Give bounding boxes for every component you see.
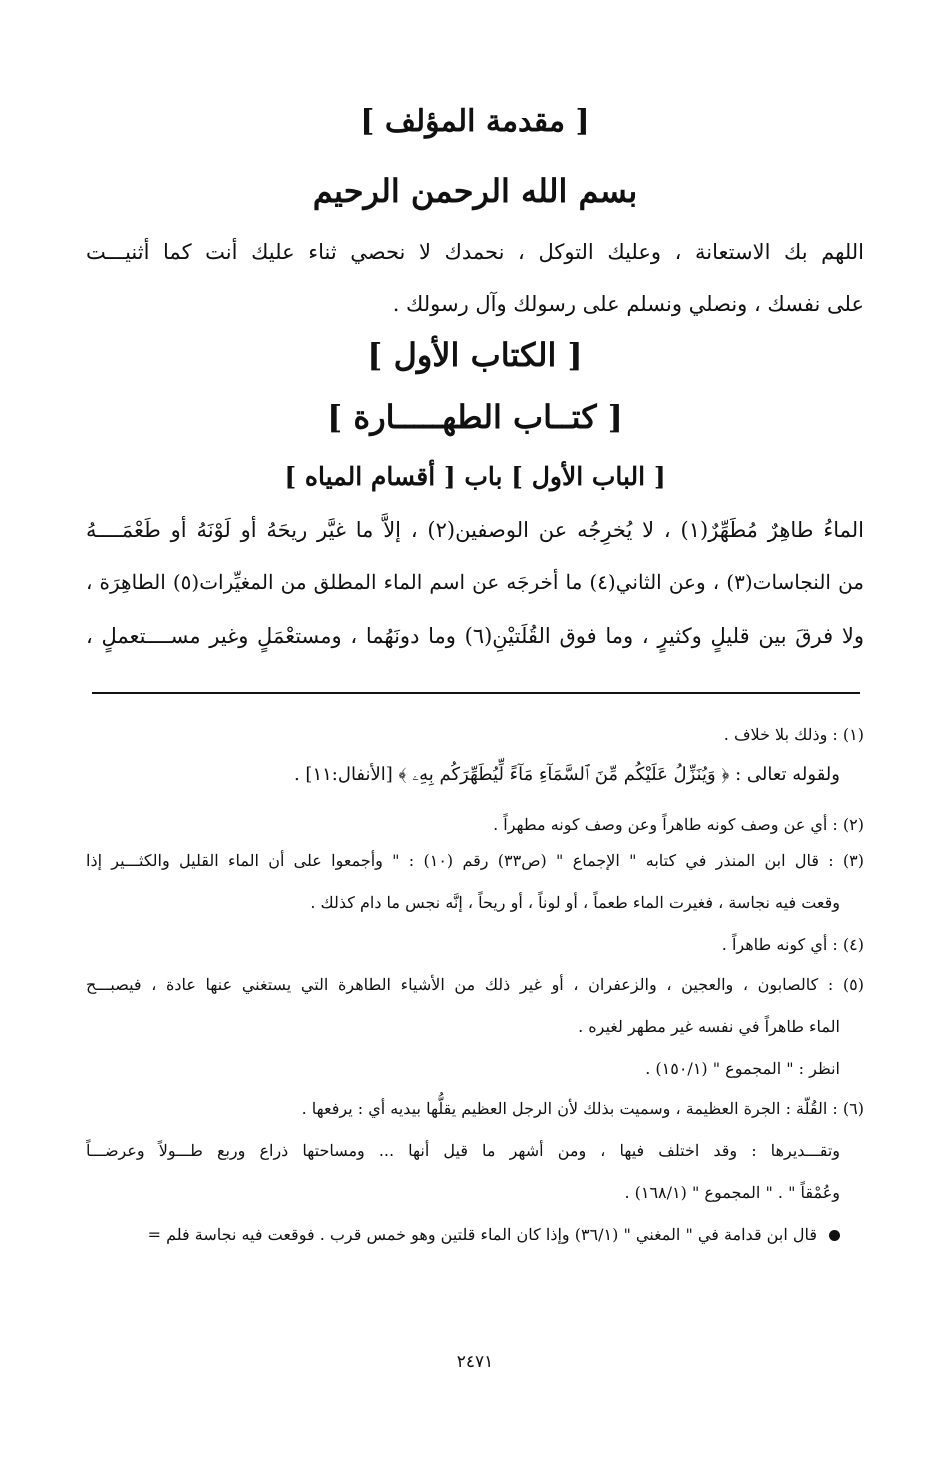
intro-line-1: اللهم بك الاستعانة ، وعليك التوكل ، نحمدك لا نحصي ثناء عليك أنت كما أثنيـــت bbox=[86, 240, 864, 264]
footnote-6: (٦) : القُلّة : الجرة العظيمة ، وسميت بذلك لأن الرجل العظيم يقلُّها بيديه أي : يرفعها . bbox=[301, 1099, 864, 1118]
book-heading: [ الكتاب الأول ] bbox=[367, 336, 583, 374]
footnote-5-ref: انظر : " المجموع " (١٥٠/١) . bbox=[645, 1059, 840, 1078]
bullet-icon bbox=[829, 1230, 840, 1241]
intro-heading: [ مقدمة المؤلف ] bbox=[360, 104, 590, 139]
chapter-heading: [ الباب الأول ] باب [ أقسام المياه ] bbox=[284, 462, 666, 491]
kitab-heading: [ كتــاب الطهـــــارة ] bbox=[327, 398, 623, 436]
body-line-1: الماءُ طاهِرٌ مُطَهِّرٌ(١) ، لا يُخرِجُه عن الوصفين(٢) ، إلاَّ ما غيَّر ريحَهُ أو لَوْنَهُ أو طَعْمَــــهُ bbox=[86, 518, 864, 542]
footnote-3-cont: وقعت فيه نجاسة ، فغيرت الماء طعماً ، أو لوناً ، أو ريحاً ، إنَّه نجس ما دام كذلك . bbox=[310, 893, 840, 912]
footnote-3: (٣) : قال ابن المنذر في كتابه " الإجماع " (ص٣٣) رقم (١٠) : " وأجمعوا على أن الماء القليل والكثـــير إذا bbox=[86, 851, 865, 870]
body-line-2: من النجاسات(٣) ، وعن الثاني(٤) ما أخرجَه عن اسم الماء المطلق من المغيِّرات(٥) الطاهِرَة ، bbox=[86, 570, 865, 594]
body-line-3: ولا فرقَ بين قليلٍ وكثيرٍ ، وما فوق القُلَتيْنِ(٦) وما دونَهُما ، ومستعْمَلٍ وغير مســــتعملٍ ، bbox=[86, 624, 864, 648]
footnote-1: (١) : وذلك بلا خلاف . bbox=[723, 725, 864, 744]
footnote-continued-text: قال ابن قدامة في " المغني " (٣٦/١) وإذا كان الماء قلتين وهو خمس قرب . فوقعت فيه نجاسة فلم = bbox=[147, 1225, 817, 1244]
footnote-divider bbox=[92, 692, 860, 694]
footnote-1-quran: ولقوله تعالى : ﴿ وَيُنَزِّلُ عَلَيْكُم مِّنَ ٱلسَّمَآءِ مَآءً لِّيُطَهِّرَكُم بِهِۦ ﴾ [الأنفال:١١] . bbox=[293, 764, 840, 785]
footnote-continued bbox=[86, 1222, 840, 1248]
footnote-5-cont: الماء طاهراً في نفسه غير مطهر لغيره . bbox=[578, 1017, 840, 1036]
basmala-heading: بسم الله الرحمن الرحيم bbox=[312, 172, 638, 210]
page-number: ٢٤٧١ bbox=[456, 1352, 494, 1372]
footnote-4: (٤) : أي كونه طاهراً . bbox=[721, 935, 864, 954]
footnote-6-cont: وتقـــديرها : وقد اختلف فيها ، ومن أشهر ما قيل أنها ... ومساحتها ذراع وربع طـــولاً وعرضـــاً bbox=[86, 1141, 840, 1160]
intro-line-2: على نفسك ، ونصلي ونسلم على رسولك وآل رسولك . bbox=[392, 292, 864, 316]
footnote-2: (٢) : أي عن وصف كونه طاهراً وعن وصف كونه مطهراً . bbox=[493, 815, 864, 834]
footnote-5: (٥) : كالصابون ، والعجين ، والزعفران ، أو غير ذلك من الأشياء الطاهرة التي يستغني عنها عادة ، فيصبـــح bbox=[86, 975, 864, 994]
footnote-6-ref: وعُمْقاً " . " المجموع " (١٦٨/١) . bbox=[624, 1183, 840, 1202]
